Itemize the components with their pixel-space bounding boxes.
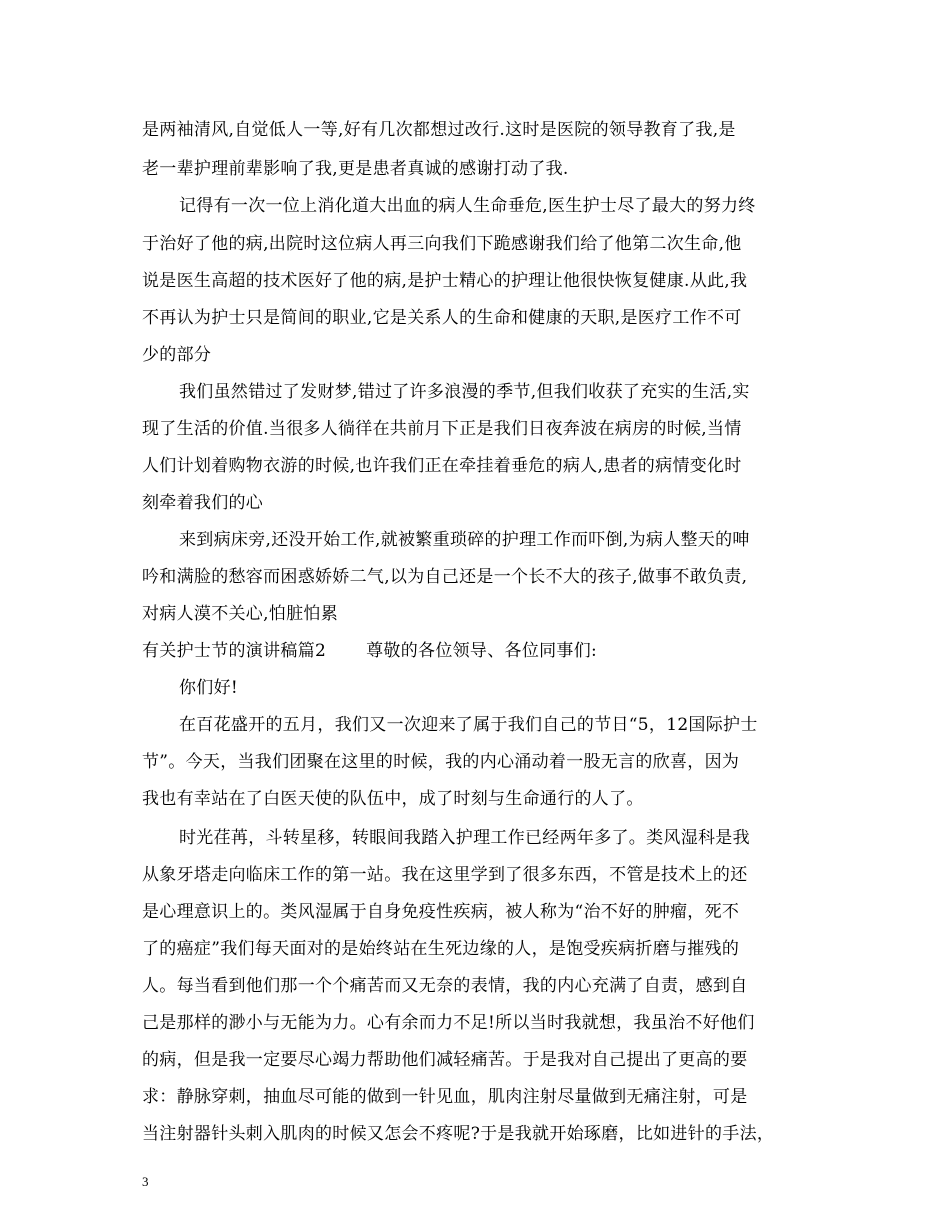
text-line: 人们计划着购物衣游的时候,也许我们正在牵挂着垂危的病人,患者的病情变化时	[142, 456, 742, 476]
text-line: 刻牵着我们的心	[142, 493, 264, 513]
text-line: 来到病床旁,还没开始工作,就被繁重琐碎的护理工作而吓倒,为病人整天的呻	[179, 530, 750, 550]
text-line: 说是医生高超的技术医好了他的病,是护士精心的护理让他很快恢复健康.从此,我	[142, 271, 748, 291]
text-line: 不再认为护士只是简间的职业,它是关系人的生命和健康的天职,是医疗工作不可	[142, 308, 742, 328]
text-line: 时光荏苒，斗转星移，转眼间我踏入护理工作已经两年多了。类风湿科是我	[179, 828, 750, 848]
text-line: 对病人漠不关心,怕脏怕累	[142, 604, 339, 624]
text-line: 节”。今天，当我们团聚在这里的时候，我的内心涌动着一股无言的欣喜，因为	[142, 752, 740, 772]
text-line: 我们虽然错过了发财梦,错过了许多浪漫的季节,但我们收获了充实的生活,实	[179, 382, 750, 402]
text-line: 求：静脉穿刺，抽血尽可能的做到一针见血，肌肉注射尽量做到无痛注射，可是	[142, 1087, 748, 1107]
section-title-line	[142, 640, 822, 662]
text-line: 当注射器针头刺入肌肉的时候又怎会不疼呢?于是我就开始琢磨，比如进针的手法，	[142, 1124, 775, 1144]
text-line: 是心理意识上的。类风湿属于自身免疫性疾病，被人称为“治不好的肿瘤，死不	[142, 902, 740, 922]
greeting: 你们好!	[179, 678, 239, 698]
text-line: 的病，但是我一定要尽心竭力帮助他们减轻痛苦。于是我对自己提出了更高的要	[142, 1050, 748, 1070]
salutation: 尊敬的各位领导、各位同事们:	[366, 641, 598, 661]
text-line: 是两袖清风,自觉低人一等,好有几次都想过改行.这时是医院的领导教育了我,是	[142, 120, 736, 140]
text-line: 人。每当看到他们那一个个痛苦而又无奈的表情，我的内心充满了自责，感到自	[142, 976, 748, 996]
text-line: 吟和满脸的愁容而困惑娇娇二气,以为自己还是一个长不大的孩子,做事不敢负责,	[142, 567, 748, 587]
text-line: 从象牙塔走向临床工作的第一站。我在这里学到了很多东西，不管是技术上的还	[142, 865, 748, 885]
text-line: 于治好了他的病,出院时这位病人再三向我们下跪感谢我们给了他第二次生命,他	[142, 234, 742, 254]
text-line: 在百花盛开的五月，我们又一次迎来了属于我们自己的节日“5，12国际护士	[179, 715, 758, 735]
text-line: 己是那样的渺小与无能为力。心有余而力不足!所以当时我就想，我虽治不好他们	[142, 1013, 755, 1033]
text-line: 现了生活的价值.当很多人徜徉在共前月下正是我们日夜奔波在病房的时候,当情	[142, 419, 742, 439]
text-line: 我也有幸站在了白医天使的队伍中，成了时刻与生命通行的人了。	[142, 789, 644, 809]
text-line: 了的癌症”我们每天面对的是始终站在生死边缘的人，是饱受疾病折磨与摧残的	[142, 939, 740, 959]
text-line: 记得有一次一位上消化道大出血的病人生命垂危,医生护士尽了最大的努力终	[179, 196, 756, 216]
section-title: 有关护士节的演讲稿篇2	[142, 641, 327, 661]
text-line: 老一辈护理前辈影响了我,更是患者真诚的感谢打动了我.	[142, 159, 569, 179]
page-number: 3	[142, 1174, 149, 1189]
text-line: 少的部分	[142, 345, 212, 365]
